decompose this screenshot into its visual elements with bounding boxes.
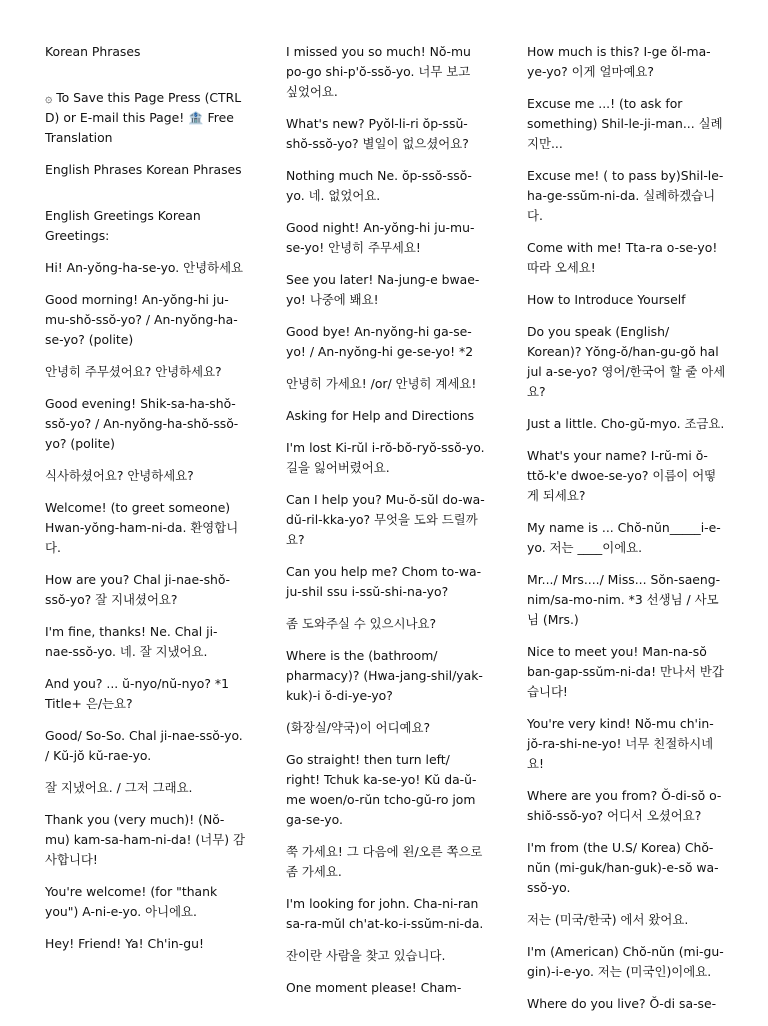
- phrase-paragraph: 식사하셨어요? 안녕하세요?: [45, 468, 194, 483]
- phrase-paragraph: Excuse me ...! (to ask for something) Shil-le-ji-man... 실례지만...: [527, 96, 723, 151]
- phrase-paragraph: Asking for Help and Directions: [286, 408, 475, 423]
- phrase-paragraph: ۞ To Save this Page Press (CTRL D) or E-mail this Page! 🏦 Free Translation: [45, 90, 242, 145]
- phrase-paragraph: Where are you from? Ŏ-di-sŏ o-shiŏ-ssŏ-yo? 어디서 오셨어요?: [527, 788, 722, 823]
- column-left: [45, 42, 245, 966]
- column-middle: [286, 42, 486, 1010]
- phrase-paragraph: I'm looking for john. Cha-ni-ran sa-ra-mŭl ch'at-ko-i-ssŭm-ni-da.: [286, 896, 484, 931]
- phrase-paragraph: English Phrases Korean Phrases: [45, 162, 242, 177]
- phrase-paragraph: Good/ So-So. Chal ji-nae-ssŏ-yo. / Kŭ-jŏ kŭ-rae-yo.: [45, 728, 243, 763]
- phrase-paragraph: 안녕히 가세요! /or/ 안녕히 계세요!: [286, 376, 477, 391]
- phrase-paragraph: Nice to meet you! Man-na-sŏ ban-gap-ssŭm-ni-da! 만나서 반갑습니다!: [527, 644, 724, 699]
- phrase-paragraph: Mr.../ Mrs..../ Miss... Sŏn-saeng-nim/sa-mo-nim. *3 선생님 / 사모님 (Mrs.): [527, 572, 721, 627]
- phrase-paragraph: 쭉 가세요! 그 다음에 왼/오른 쪽으로 좀 가세요.: [286, 844, 483, 879]
- phrase-paragraph: Good evening! Shik-sa-ha-shŏ-ssŏ-yo? / An-nyŏng-ha-shŏ-ssŏ-yo? (polite): [45, 396, 239, 451]
- phrase-paragraph: You're welcome! (for "thank you") A-ni-e-yo. 아니에요.: [45, 884, 218, 919]
- phrase-paragraph: Can you help me? Chom to-wa-ju-shil ssu i-ssŭ-shi-na-yo?: [286, 564, 482, 599]
- phrase-paragraph: What's your name? I-rŭ-mi ŏ-ttŏ-k'e dwoe-se-yo? 이름이 어떻게 되세요?: [527, 448, 717, 503]
- phrase-paragraph: (화장실/약국)이 어디예요?: [286, 720, 431, 735]
- phrase-paragraph: I missed you so much! Nŏ-mu po-go shi-p'ŏ-ssŏ-yo. 너무 보고 싶었어요.: [286, 44, 471, 99]
- phrase-paragraph: 저는 (미국/한국) 에서 왔어요.: [527, 912, 689, 927]
- phrase-paragraph: 잔이란 사람을 찾고 있습니다.: [286, 948, 446, 963]
- phrase-paragraph: Nothing much Ne. ŏp-ssŏ-ssŏ-yo. 네. 없었어요.: [286, 168, 472, 203]
- phrase-paragraph: 안녕히 주무셨어요? 안녕하세요?: [45, 364, 222, 379]
- phrase-paragraph: Hey! Friend! Ya! Ch'in-gu!: [45, 936, 204, 951]
- phrase-paragraph: Go straight! then turn left/ right! Tchuk ka-se-yo! Kŭ da-ŭ-me woen/o-rŭn tcho-gŭ-ro jom ga-se-yo.: [286, 752, 477, 827]
- phrase-paragraph: Come with me! Tta-ra o-se-yo! 따라 오세요!: [527, 240, 718, 275]
- phrase-paragraph: Can I help you? Mu-ŏ-sŭl do-wa-dŭ-ril-kka-yo? 무엇을 도와 드릴까요?: [286, 492, 485, 547]
- phrase-paragraph: Where is the (bathroom/ pharmacy)? (Hwa-jang-shil/yak-kuk)-i ŏ-di-ye-yo?: [286, 648, 483, 703]
- phrase-paragraph: 좀 도와주실 수 있으시나요?: [286, 616, 437, 631]
- column-right: [527, 42, 727, 1026]
- phrase-paragraph: Thank you (very much)! (Nŏ-mu) kam-sa-ham-ni-da! (너무) 감사합니다!: [45, 812, 245, 867]
- phrase-paragraph: Welcome! (to greet someone) Hwan-yŏng-ham-ni-da. 환영합니다.: [45, 500, 239, 555]
- phrase-paragraph: How to Introduce Yourself: [527, 292, 686, 307]
- phrase-paragraph: Good night! An-yŏng-hi ju-mu-se-yo! 안녕히 주무세요!: [286, 220, 475, 255]
- phrase-paragraph: See you later! Na-jung-e bwae-yo! 나중에 봬요!: [286, 272, 480, 307]
- phrase-paragraph: Where do you live? Ŏ-di sa-se-: [527, 996, 717, 1011]
- phrase-paragraph: I'm lost Ki-rŭl i-rŏ-bŏ-ryŏ-ssŏ-yo. 길을 잃어버렸어요.: [286, 440, 485, 475]
- phrase-paragraph: I'm from (the U.S/ Korea) Chŏ-nŭn (mi-guk/han-guk)-e-sŏ wa-ssŏ-yo.: [527, 840, 719, 895]
- phrase-paragraph: How are you? Chal ji-nae-shŏ-ssŏ-yo? 잘 지내셨어요?: [45, 572, 230, 607]
- phrase-paragraph: How much is this? I-ge ŏl-ma-ye-yo? 이게 얼마예요?: [527, 44, 711, 79]
- phrase-paragraph: Good bye! An-nyŏng-hi ga-se-yo! / An-nyŏng-hi ge-se-yo! *2: [286, 324, 474, 359]
- phrase-paragraph: I'm fine, thanks! Ne. Chal ji-nae-ssŏ-yo. 네. 잘 지냈어요.: [45, 624, 218, 659]
- phrase-paragraph: Good morning! An-yŏng-hi ju-mu-shŏ-ssŏ-yo? / An-nyŏng-ha-se-yo? (polite): [45, 292, 238, 347]
- phrase-paragraph: Do you speak (English/ Korean)? Yŏng-ŏ/han-gu-gŏ hal jul a-se-yo? 영어/한국어 할 줄 아세요?: [527, 324, 726, 399]
- phrase-paragraph: My name is ... Chŏ-nŭn_____i-e-yo. 저는 ____이에요.: [527, 520, 721, 555]
- phrase-paragraph: Just a little. Cho-gŭ-myo. 조금요.: [527, 416, 725, 431]
- phrase-paragraph: And you? ... ŭ-nyo/nŭ-nyo? *1 Title+ 은/는요?: [45, 676, 229, 711]
- phrase-paragraph: Korean Phrases: [45, 44, 141, 59]
- phrase-paragraph: 잘 지냈어요. / 그저 그래요.: [45, 780, 193, 795]
- phrase-paragraph: You're very kind! Nŏ-mu ch'in-jŏ-ra-shi-ne-yo! 너무 친절하시네요!: [527, 716, 714, 771]
- phrase-paragraph: Hi! An-yŏng-ha-se-yo. 안녕하세요: [45, 260, 244, 275]
- phrase-paragraph: What's new? Pyŏl-li-ri ŏp-ssŭ-shŏ-ssŏ-yo? 별일이 없으셨어요?: [286, 116, 469, 151]
- phrase-paragraph: English Greetings Korean Greetings:: [45, 208, 201, 243]
- phrase-paragraph: I'm (American) Chŏ-nŭn (mi-gu-gin)-i-e-yo. 저는 (미국인)이에요.: [527, 944, 724, 979]
- phrase-paragraph: One moment please! Cham-: [286, 980, 462, 995]
- phrase-paragraph: Excuse me! ( to pass by)Shil-le-ha-ge-ssŭm-ni-da. 실례하겠습니다.: [527, 168, 724, 223]
